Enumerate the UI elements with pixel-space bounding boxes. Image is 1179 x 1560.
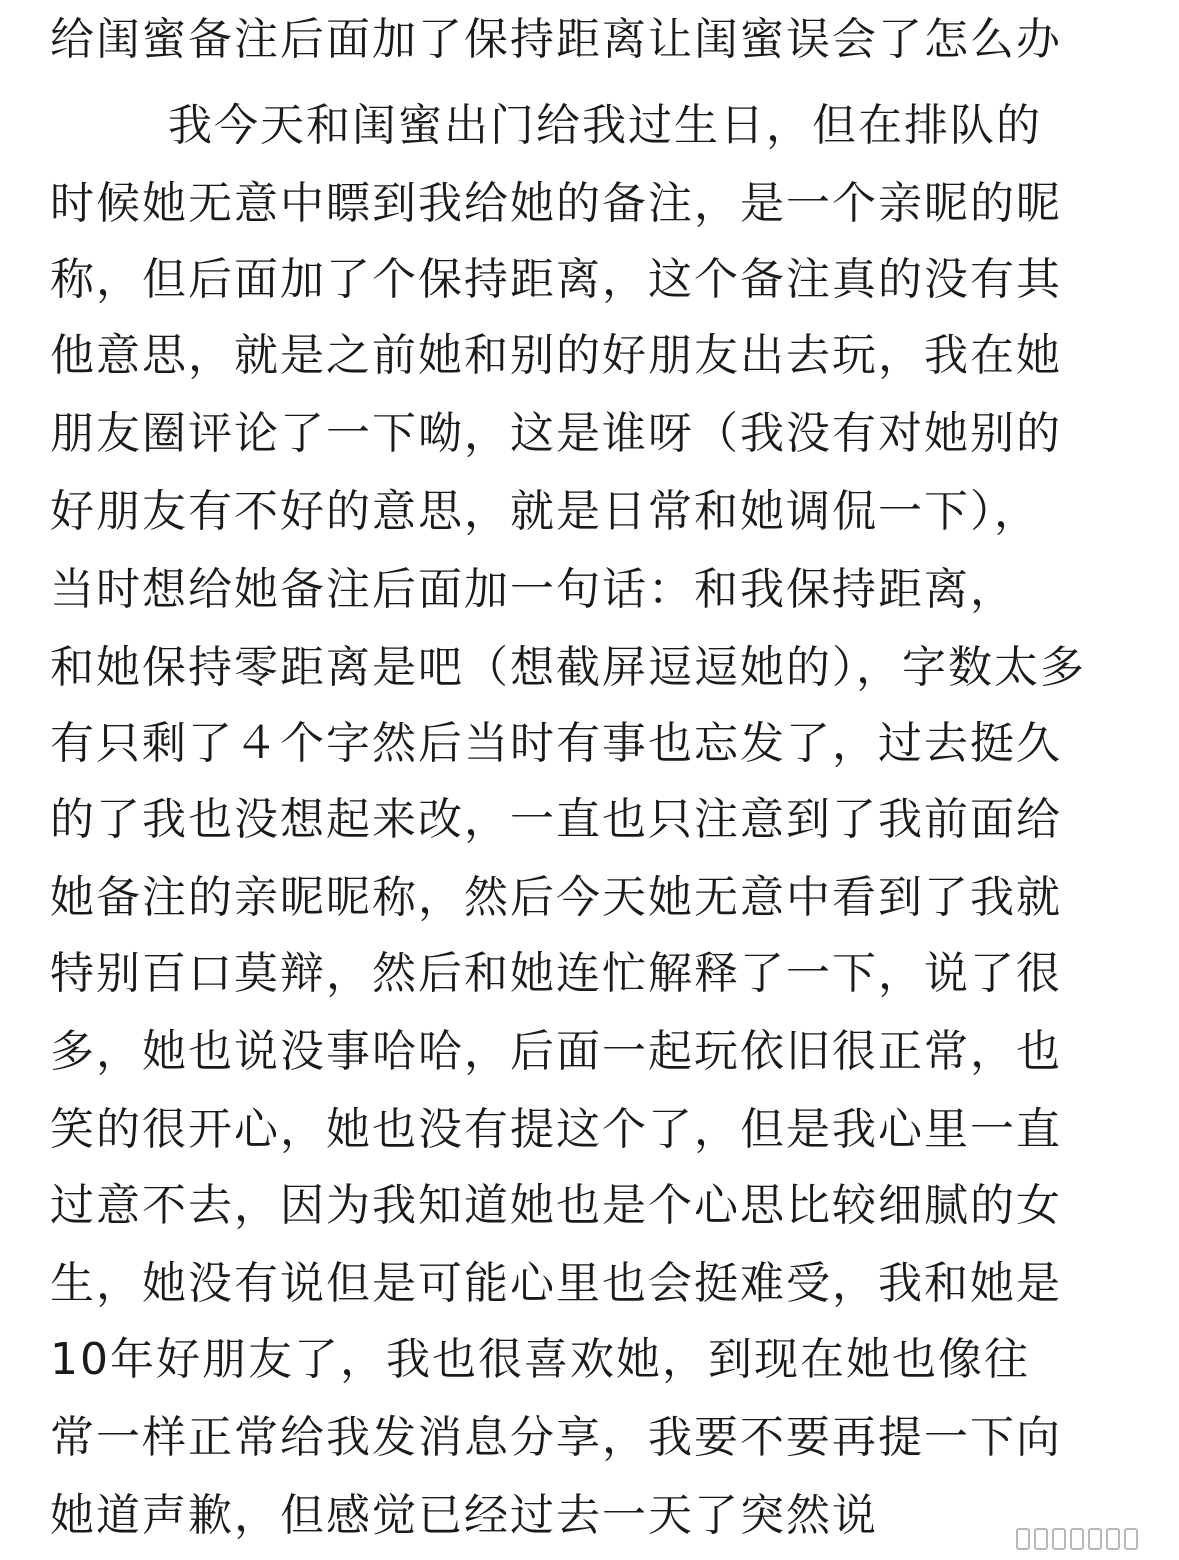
body-line: 称，但后面加了个保持距离，这个备注真的没有其: [50, 254, 1062, 305]
body-line: 我今天和闺蜜出门给我过生日，但在排队的: [168, 100, 1042, 151]
watermark-mark-icon: [1052, 1528, 1066, 1550]
body-line: 过意不去，因为我知道她也是个心思比较细腻的女: [50, 1180, 1062, 1231]
body-line: 10年好朋友了，我也很喜欢她，到现在她也像往: [50, 1334, 1030, 1385]
body-line: 和她保持零距离是吧（想截屏逗逗她的），字数太多: [50, 642, 1086, 693]
post-title: 给闺蜜备注后面加了保持距离让闺蜜误会了怎么办: [50, 14, 1062, 65]
watermark-mark-icon: [1070, 1528, 1084, 1550]
body-line: 时候她无意中瞟到我给她的备注，是一个亲昵的昵: [50, 178, 1062, 229]
watermark-mark-icon: [1124, 1528, 1138, 1550]
body-line: 有只剩了４个字然后当时有事也忘发了，过去挺久: [50, 718, 1062, 769]
body-line: 他意思，就是之前她和别的好朋友出去玩，我在她: [50, 330, 1062, 381]
body-line: 她备注的亲昵昵称，然后今天她无意中看到了我就: [50, 872, 1062, 923]
body-line: 好朋友有不好的意思，就是日常和她调侃一下），: [50, 486, 1040, 537]
body-line: 她道声歉，但感觉已经过去一天了突然说: [50, 1490, 878, 1541]
body-line: 的了我也没想起来改，一直也只注意到了我前面给: [50, 794, 1062, 845]
body-line: 多，她也说没事哈哈，后面一起玩依旧很正常，也: [50, 1026, 1062, 1077]
watermark-logo: [1012, 1524, 1176, 1554]
body-line: 朋友圈评论了一下呦，这是谁呀（我没有对她别的: [50, 408, 1062, 459]
body-line: 特别百口莫辩，然后和她连忙解释了一下，说了很: [50, 948, 1062, 999]
body-line: 生，她没有说但是可能心里也会挺难受，我和她是: [50, 1258, 1062, 1309]
watermark-mark-icon: [1106, 1528, 1120, 1550]
watermark-mark-icon: [1016, 1528, 1030, 1550]
body-line: 笑的很开心，她也没有提这个了，但是我心里一直: [50, 1104, 1062, 1155]
body-line: 常一样正常给我发消息分享，我要不要再提一下向: [50, 1412, 1062, 1463]
body-line: 当时想给她备注后面加一句话：和我保持距离，: [50, 564, 1016, 615]
watermark-mark-icon: [1088, 1528, 1102, 1550]
watermark-mark-icon: [1034, 1528, 1048, 1550]
